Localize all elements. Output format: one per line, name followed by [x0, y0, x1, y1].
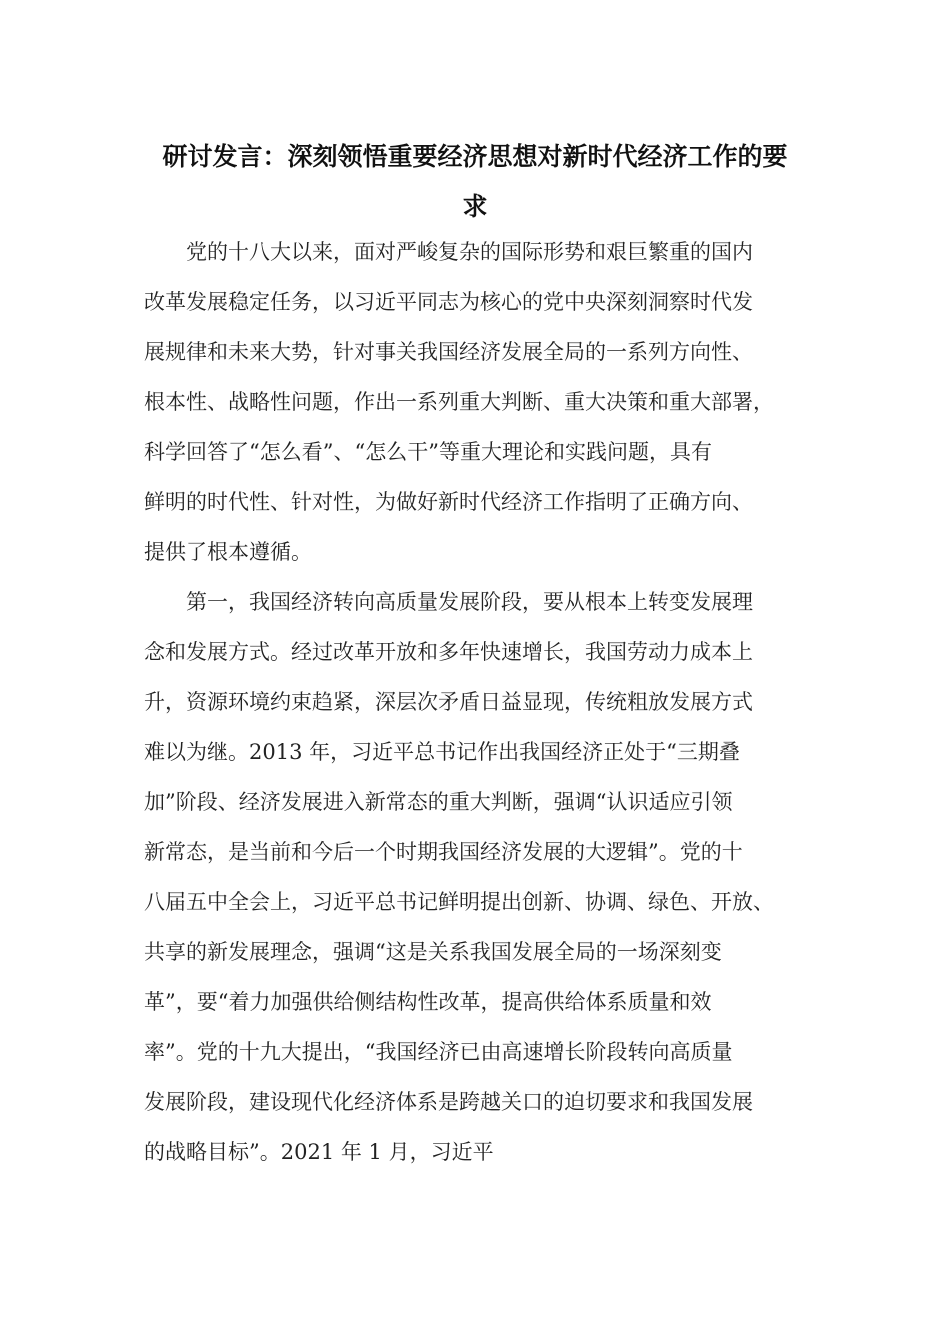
paragraph-line: 共享的新发展理念，强调“这是关系我国发展全局的一场深刻变: [144, 940, 722, 964]
paragraph-line: 根本性、战略性问题，作出一系列重大判断、重大决策和重大部署，: [144, 390, 774, 414]
paragraph-line: 八届五中全会上，习近平总书记鲜明提出创新、协调、绿色、开放、: [144, 890, 774, 914]
paragraph-line: 率”。党的十九大提出，“我国经济已由高速增长阶段转向高质量: [144, 1040, 733, 1064]
paragraph-line: 提供了根本遵循。: [144, 540, 312, 564]
paragraph-line: 展规律和未来大势，针对事关我国经济发展全局的一系列方向性、: [144, 340, 753, 364]
paragraph-line: 难以为继。2013 年，习近平总书记作出我国经济正处于“三期叠: [144, 740, 740, 764]
paragraph-line: 科学回答了“怎么看”、“怎么干”等重大理论和实践问题，具有: [144, 440, 712, 464]
paragraph-line: 新常态，是当前和今后一个时期我国经济发展的大逻辑”。党的十: [144, 840, 743, 864]
paragraph-line: 党的十八大以来，面对严峻复杂的国际形势和艰巨繁重的国内: [144, 240, 753, 264]
paragraph-line: 的战略目标”。2021 年 1 月，习近平: [144, 1140, 494, 1164]
paragraph-line: 改革发展稳定任务，以习近平同志为核心的党中央深刻洞察时代发: [144, 290, 753, 314]
paragraph-line: 加”阶段、经济发展进入新常态的重大判断，强调“认识适应引领: [144, 790, 733, 814]
document-title-line-1: 研讨发言：深刻领悟重要经济思想对新时代经济工作的要: [162, 142, 788, 171]
paragraph-line: 发展阶段，建设现代化经济体系是跨越关口的迫切要求和我国发展: [144, 1090, 753, 1114]
paragraph-line: 升，资源环境约束趋紧，深层次矛盾日益显现，传统粗放发展方式: [144, 690, 753, 714]
paragraph-line: 第一，我国经济转向高质量发展阶段，要从根本上转变发展理: [144, 590, 753, 614]
document-title-line-2: 求: [462, 192, 488, 221]
paragraph-line: 鲜明的时代性、针对性，为做好新时代经济工作指明了正确方向、: [144, 490, 753, 514]
paragraph-line: 革”，要“着力加强供给侧结构性改革，提高供给体系质量和效: [144, 990, 712, 1014]
paragraph-line: 念和发展方式。经过改革开放和多年快速增长，我国劳动力成本上: [144, 640, 753, 664]
